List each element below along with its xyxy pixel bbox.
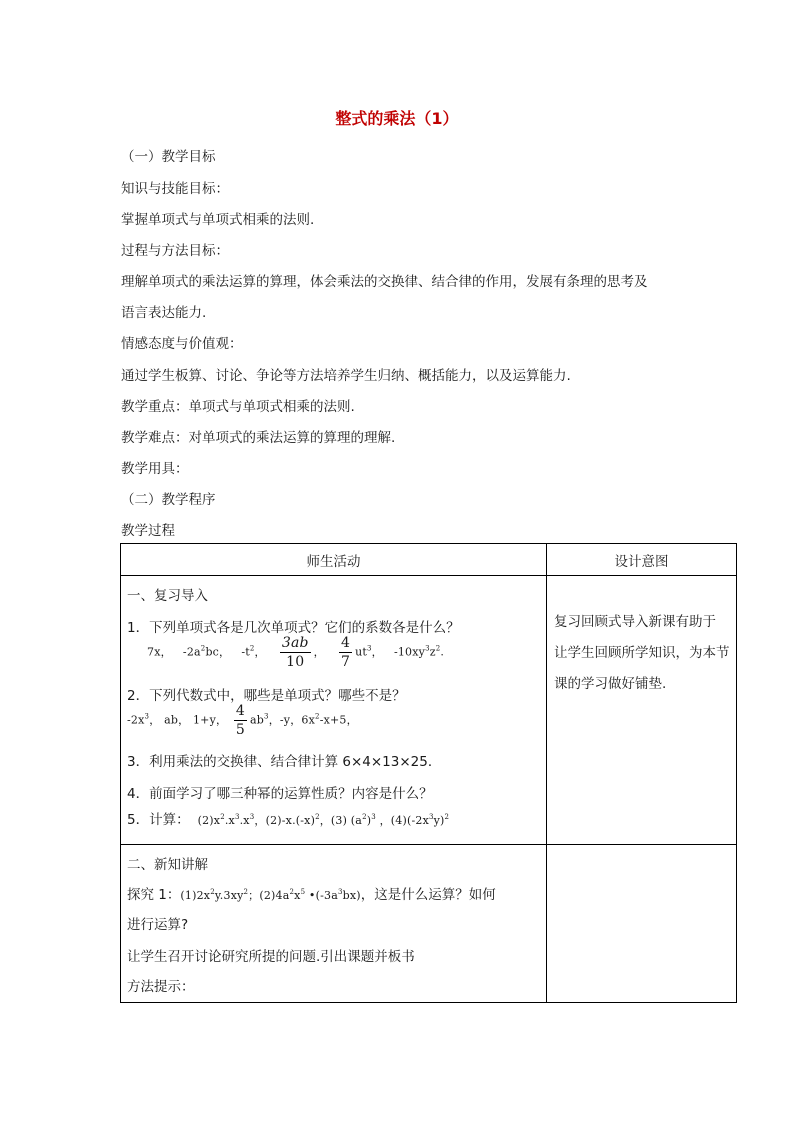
expr-part: bx) <box>342 889 361 902</box>
expr-part: (2)x <box>197 814 221 827</box>
knowledge-goal-label: 知识与技能目标： <box>121 181 229 197</box>
difficult-point: 教学难点：对单项式的乘法运算的算理的理解. <box>121 430 396 446</box>
lesson-table <box>120 543 737 1003</box>
key-point: 教学重点：单项式与单项式相乘的法则. <box>121 399 355 415</box>
explore-label: 探究 1： <box>127 887 181 903</box>
term-10xy3z2: -10xy <box>393 645 426 659</box>
question-4: 4．前面学习了哪三种幂的运算性质？内容是什么？ <box>127 786 433 802</box>
expr-part: •(-3a <box>305 889 338 902</box>
discussion-text: 让学生召开讨论研究所提的问题.引出课题并板书 <box>127 949 415 965</box>
review-heading: 一、复习导入 <box>127 588 208 604</box>
question-5-label: 5．计算： <box>127 812 190 828</box>
expr-part: ，(2)-x.(-x) <box>254 814 316 827</box>
new-knowledge-heading: 二、新知讲解 <box>127 857 208 873</box>
attitude-goal-text: 通过学生板算、讨论、争论等方法培养学生归纳、概括能力，以及运算能力. <box>121 368 571 384</box>
explore-question: ，这是什么运算？如何 <box>360 887 496 903</box>
intent-line-1: 复习回顾式导入新课有助于 <box>554 614 716 630</box>
process-goal-text-1: 理解单项式的乘法运算的算理，体会乘法的交换律、结合律的作用，发展有条理的思考及 <box>121 274 648 290</box>
header-intent: 设计意图 <box>547 544 737 576</box>
fraction-4-7 <box>339 636 352 669</box>
question-1: 1．下列单项式各是几次单项式？它们的系数各是什么？ <box>127 620 460 636</box>
fraction-numerator: 3ab <box>281 635 309 651</box>
term-7x: 7x， <box>147 645 172 659</box>
expr-part: y) <box>433 814 445 827</box>
fraction-3ab-10 <box>280 636 311 669</box>
term-t2: -t <box>241 645 250 659</box>
method-hint: 方法提示： <box>127 979 195 995</box>
term-ab3: ab <box>250 713 265 727</box>
term-2a2bc: -2a <box>182 645 201 659</box>
term-2a2bc-rest: bc， <box>205 645 231 659</box>
expr-part: .x <box>239 814 250 827</box>
explore-1 <box>127 883 496 903</box>
review-intent-cell <box>547 576 737 845</box>
intent-line-2: 让学生回顾所学知识，为本节 <box>554 645 730 661</box>
fraction-denominator: 7 <box>340 654 351 670</box>
knowledge-goal-text: 掌握单项式与单项式相乘的法则. <box>121 212 315 228</box>
teaching-process-label: 教学过程 <box>121 523 175 539</box>
question-2: 2．下列代数式中，哪些是单项式？哪些不是？ <box>127 688 406 704</box>
expr-part: y.3xy <box>214 889 244 902</box>
question-2-terms: $-2x^3$， ab， 1+y， $\frac{4}{5}$ $ab^3$，-y，$6x^2-x+5$， <box>127 703 358 738</box>
term-y-6x2: ，-y，6x <box>268 713 316 727</box>
process-goal-label: 过程与方法目标： <box>121 243 229 259</box>
term-2x3: -2x <box>127 713 145 727</box>
question-3: 3．利用乘法的交换律、结合律计算 6×4×13×25． <box>127 754 442 770</box>
review-cell <box>121 576 547 845</box>
term-ab-1y: ， ab， 1+y， <box>149 713 228 727</box>
term-x-5: -x+5， <box>319 713 358 727</box>
term-ut3-comma: ， <box>371 645 383 659</box>
expr-part: (1)2x <box>180 889 211 902</box>
teaching-tools: 教学用具： <box>121 461 189 477</box>
new-knowledge-cell <box>121 845 547 1003</box>
term-z: z <box>429 645 436 659</box>
section-heading-objectives: （一）教学目标 <box>121 149 216 165</box>
new-knowledge-intent-cell <box>547 845 737 1003</box>
expr-part: ) <box>366 814 372 827</box>
term-period: . <box>440 645 445 659</box>
question-5 <box>127 808 449 828</box>
intent-line-3: 课的学习做好铺垫. <box>554 676 667 692</box>
fraction-comma: ， <box>313 645 325 659</box>
header-activity: 师生活动 <box>121 544 547 576</box>
expr-part: ，(4)(-2x <box>379 814 429 827</box>
question-5-expressions: $(2)x^2.x^3.x^3$，$(2)-x.(-x)^2$，(3) $(a^2)^3$ ，$(4)(-2x^3y)^2$ <box>197 813 450 827</box>
expr-part: .x <box>224 814 235 827</box>
explore-continuation: 进行运算? <box>127 917 189 933</box>
process-goal-text-2: 语言表达能力. <box>121 305 207 321</box>
section-heading-procedure: （二）教学程序 <box>121 492 216 508</box>
expr-part: ，(3) (a <box>319 814 363 827</box>
fraction-numerator: 4 <box>235 703 246 719</box>
term-t2-comma: ， <box>254 645 266 659</box>
fraction-4-5 <box>234 704 247 737</box>
fraction-denominator: 10 <box>286 654 305 670</box>
expr-part: ；(2)4a <box>248 889 290 902</box>
expr-part: x <box>294 889 301 902</box>
page-title: 整式的乘法（1） <box>335 109 459 128</box>
fraction-numerator: 4 <box>340 635 351 651</box>
attitude-goal-label: 情感态度与价值观： <box>121 336 243 352</box>
question-1-terms: 7x， $-2a^2bc$， $-t^2$， $\frac{3ab}{10}$ ， $\frac{4}{7}$ $ut^3$， $-10xy^3z^2$. <box>147 635 445 670</box>
term-ut3: ut <box>355 645 367 659</box>
explore-expressions: $(1)2x^2y.3xy^2$；$(2)4a^2x^5$ $•(-3a^3bx)$ <box>180 888 361 902</box>
fraction-denominator: 5 <box>235 722 246 738</box>
